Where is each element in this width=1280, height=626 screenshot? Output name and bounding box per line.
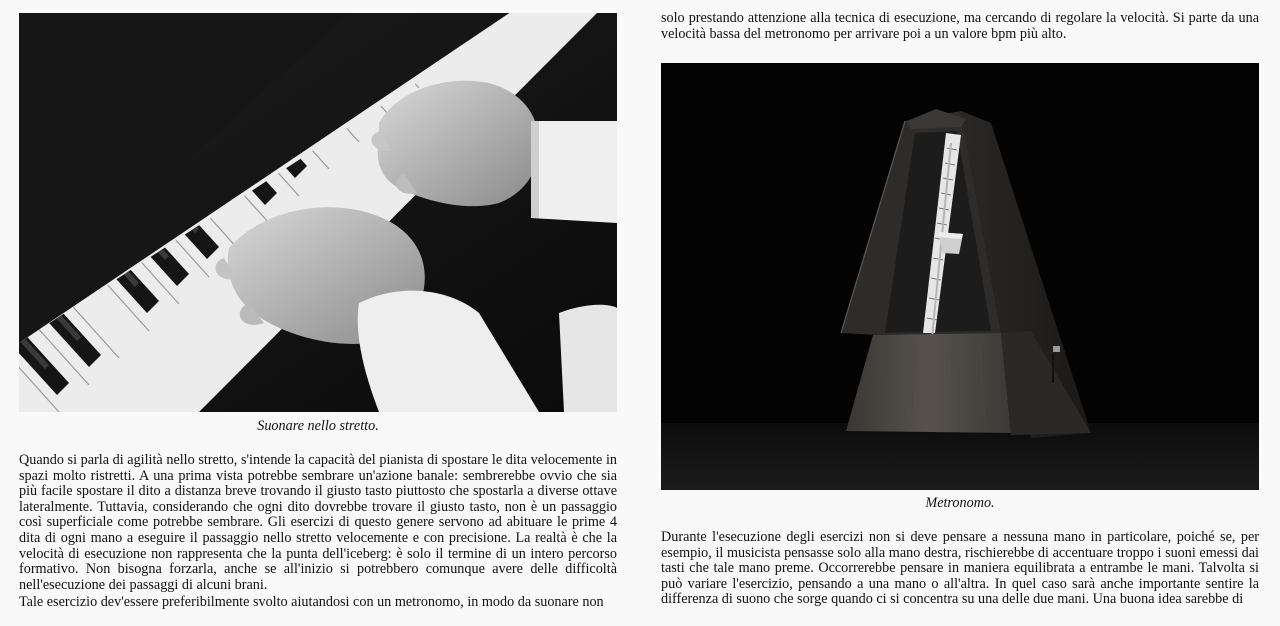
right-intro-block: [661, 11, 1259, 42]
metronome-photo: [661, 63, 1259, 490]
right-text-block: [661, 530, 1259, 608]
left-text-block: [19, 453, 617, 611]
piano-photo: [19, 13, 617, 412]
paragraph-metronome-intro: Tale esercizio dev'essere preferibilmente svolto aiutandosi con un metronomo, in modo da suonare non: [19, 594, 604, 611]
piano-hands-image: [19, 13, 617, 412]
piano-photo-caption: Suonare nello stretto.: [257, 418, 379, 434]
metronome-image: [661, 63, 1259, 490]
paragraph-both-hands: Durante l'esecuzione degli esercizi non si deve pensare a nessuna mano in particolare, poiché se, per esempio, il musicista pensasse solo alla mano destra, rischierebbe di accentuare troppo i suoni emessi dai tasti che tale mano preme. Occorrerebbe pensare in maniera equilibrata a entrambe le mani. Talvolta si può variare l'esercizio, pensando a una mano o all'altra. In quel caso sarà anche importante sentire la differenza di suono che sorge quando ci si concentra su una delle due mani. Una buona idea sarebbe di: [661, 529, 1259, 608]
paragraph-metronome-continued: solo prestando attenzione alla tecnica di esecuzione, ma cercando di regolare la velocità. Si parte da una velocità bassa del metronomo per arrivare poi a un valore bpm più alto.: [661, 10, 1259, 42]
paragraph-agility: Quando si parla di agilità nello stretto, s'intende la capacità del pianista di spostare le dita velocemente in spazi molto ristretti. A una prima vista potrebbe sembrare un'azione banale: sembrerebbe ovvio che sia più facile spostare il dito a distanza breve trovando il giusto tasto piuttosto che spostarla a diverse ottave lateralmente. Tuttavia, considerando che ogni dito dovrebbe trovare il giusto tasto, non è un passaggio così superficiale come potrebbe sembrare. Gli esercizi di questo genere servono ad abituare le prime 4 dita di ogni mano a eseguire il passaggio nello stretto velocemente e con precisione. La realtà è che la velocità di esecuzione non rappresenta che la punta dell'iceberg: è solo il termine di un intero percorso formativo. Non bisogna forzarla, anche se all'inizio si potrebbero comunque avere delle difficoltà nell'esecuzione dei passaggi di alcuni brani.: [19, 452, 617, 593]
metronome-photo-caption: Metronomo.: [925, 495, 995, 511]
